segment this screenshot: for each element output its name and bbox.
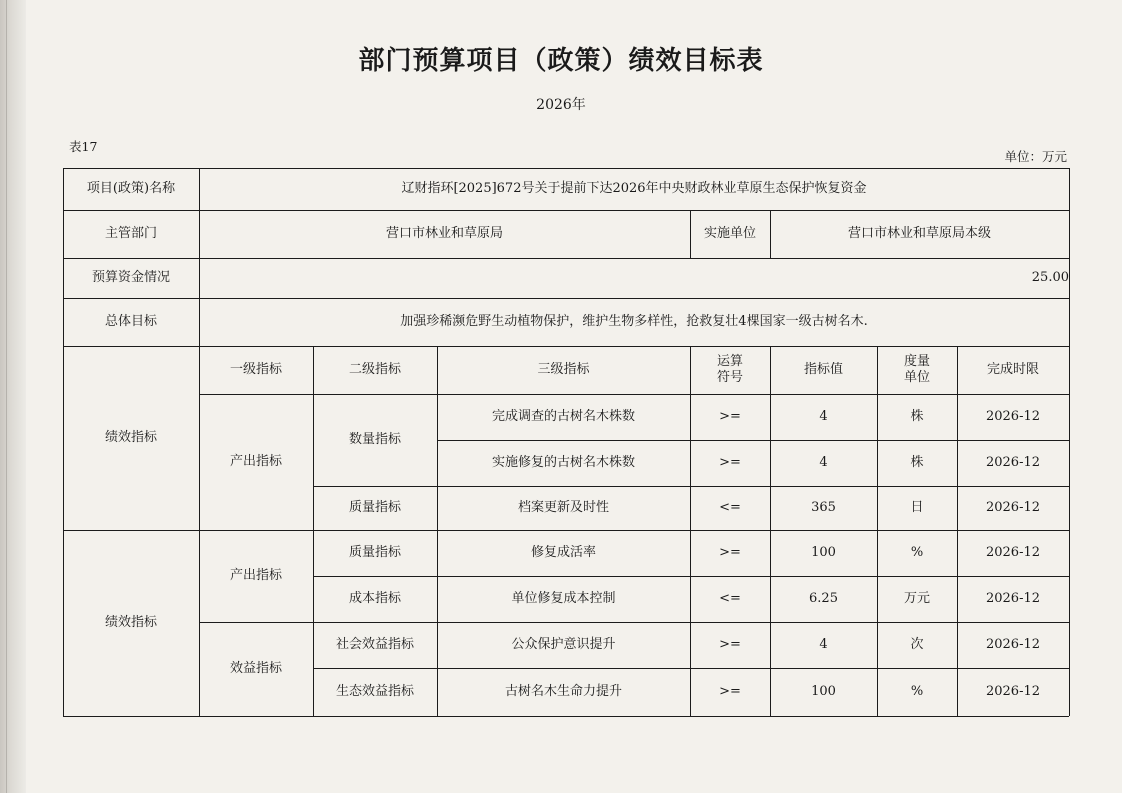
level1-indicator: 效益指标: [229, 660, 282, 676]
indicator-group-label: 绩效指标: [104, 429, 157, 445]
indicator-deadline: 2026-12: [985, 544, 1041, 560]
indicator-deadline: 2026-12: [985, 590, 1041, 606]
row-divider: [313, 716, 437, 717]
indicator-unit: %: [910, 683, 924, 699]
indicator-value: 4: [819, 454, 828, 470]
budget-label: 预算资金情况: [91, 269, 170, 285]
indicator-unit: 株: [910, 408, 924, 424]
indicator-name: 修复成活率: [530, 544, 596, 560]
col-header-unit: 度量 单位: [903, 353, 930, 385]
indicator-value: 4: [819, 408, 828, 424]
level1-indicator: 产出指标: [229, 453, 282, 469]
indicator-unit: 日: [910, 499, 924, 515]
indicator-group-label: 绩效指标: [104, 614, 157, 630]
indicator-unit: %: [910, 544, 924, 560]
indicator-unit: 次: [910, 636, 924, 652]
page-binding-edge: [0, 0, 26, 793]
dept-label: 主管部门: [104, 225, 157, 241]
row-divider: [63, 716, 199, 717]
level2-indicator: 数量指标: [348, 431, 401, 447]
level2-indicator: 生态效益指标: [335, 683, 414, 699]
indicator-value: 4: [819, 636, 828, 652]
indicator-value: 6.25: [809, 590, 838, 606]
indicator-operator: <=: [719, 590, 741, 606]
page-title: 部门预算项目（政策）绩效目标表: [358, 46, 764, 76]
indicator-deadline: 2026-12: [985, 499, 1041, 515]
indicator-operator: >=: [719, 636, 741, 652]
indicator-operator: >=: [719, 683, 741, 699]
col-header-level1: 一级指标: [229, 361, 282, 377]
indicator-deadline: 2026-12: [985, 454, 1041, 470]
col-header-value: 指标值: [803, 361, 843, 377]
project-name-value: 辽财指环[2025]672号关于提前下达2026年中央财政林业草原生态保护恢复资金: [401, 180, 867, 196]
indicator-unit: 株: [910, 454, 924, 470]
indicator-deadline: 2026-12: [985, 636, 1041, 652]
indicator-unit: 万元: [903, 590, 930, 606]
dept-value: 营口市林业和草原局: [385, 225, 503, 241]
col-header-deadline: 完成时限: [986, 361, 1039, 377]
table-number: 表17: [69, 139, 98, 154]
row-divider: [199, 716, 313, 717]
indicator-name: 古树名木生命力提升: [504, 683, 622, 699]
indicator-operator: >=: [719, 454, 741, 470]
indicator-operator: <=: [719, 499, 741, 515]
indicator-value: 100: [811, 544, 836, 560]
indicator-name: 完成调查的古树名木株数: [491, 408, 635, 424]
unit-label: 单位：万元: [1004, 149, 1067, 164]
level2-indicator: 社会效益指标: [335, 636, 414, 652]
level2-indicator: 质量指标: [348, 544, 401, 560]
overall-goal-value: 加强珍稀濒危野生动植物保护，维护生物多样性，抢救复壮4棵国家一级古树名木.: [400, 313, 868, 329]
impl-unit-label: 实施单位: [703, 225, 756, 241]
level2-indicator: 质量指标: [348, 499, 401, 515]
indicator-value: 100: [811, 683, 836, 699]
level2-indicator: 成本指标: [348, 590, 401, 606]
project-name-label: 项目(政策)名称: [86, 180, 176, 196]
indicator-operator: >=: [719, 544, 741, 560]
col-header-level3: 三级指标: [537, 361, 590, 377]
indicator-operator: >=: [719, 408, 741, 424]
budget-year: 2026年: [536, 97, 586, 113]
budget-value: 25.00: [1031, 269, 1069, 285]
indicator-name: 公众保护意识提升: [511, 636, 616, 652]
indicator-name: 单位修复成本控制: [511, 590, 616, 606]
indicator-deadline: 2026-12: [985, 683, 1041, 699]
indicator-name: 档案更新及时性: [517, 499, 609, 515]
impl-unit-value: 营口市林业和草原局本级: [847, 225, 991, 241]
row-divider: [437, 716, 1069, 717]
indicator-deadline: 2026-12: [985, 408, 1041, 424]
indicator-value: 365: [811, 499, 836, 515]
level1-indicator: 产出指标: [229, 567, 282, 583]
col-header-operator: 运算 符号: [716, 353, 743, 385]
overall-goal-label: 总体目标: [104, 313, 157, 329]
indicator-name: 实施修复的古树名木株数: [491, 454, 635, 470]
col-header-level2: 二级指标: [348, 361, 401, 377]
